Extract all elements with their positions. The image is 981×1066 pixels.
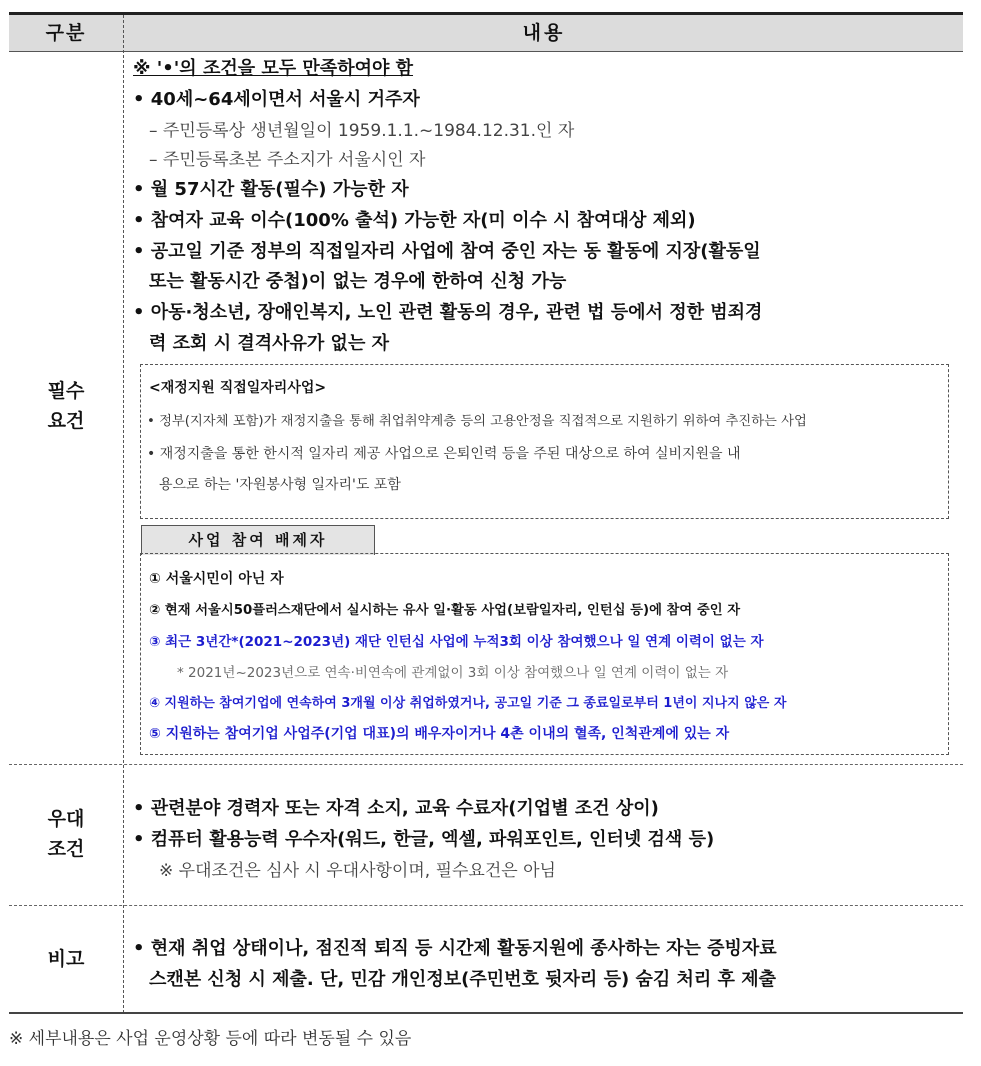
box1-line-2: • 재정지출을 통한 한시적 일자리 제공 사업으로 은퇴인력 등을 주된 대상으로 하여 실비지원을 내	[147, 446, 741, 462]
preferred-label-line1: 우대	[47, 808, 85, 830]
required-label-line1: 필수	[47, 380, 85, 402]
row-divider-preferred	[9, 764, 963, 765]
required-item-gov-job-cont: 또는 활동시간 중첩)이 없는 경우에 한하여 신청 가능	[149, 271, 567, 292]
preferred-label	[9, 804, 123, 864]
box1-title: <재정지원 직접일자리사업>	[149, 380, 327, 396]
box1-line-1: • 정부(지자체 포함)가 재정지출을 통해 취업취약계층 등의 고용안정을 직접적으로 지원하기 위하여 추진하는 사업	[147, 414, 807, 429]
remarks-item-1: • 현재 취업 상태이나, 점진적 퇴직 등 시간제 활동지원에 종사하는 자는 증빙자료	[133, 938, 777, 959]
header-category: 구분	[45, 22, 87, 44]
required-label	[9, 376, 123, 436]
table-header	[9, 15, 963, 52]
header-content: 내용	[522, 22, 566, 44]
footnote: ※ 세부내용은 사업 운영상황 등에 따라 변동될 수 있음	[9, 1029, 412, 1049]
exclusion-item-3-note: * 2021년~2023년으로 연속·비연속에 관계없이 3회 이상 참여했으나 일 연계 이력이 없는 자	[177, 665, 729, 681]
requirements-table	[9, 12, 963, 1014]
preferred-label-line2: 조건	[47, 838, 85, 860]
required-notice: ※ '•'의 조건을 모두 만족하여야 함	[133, 58, 414, 79]
required-item-criminal-record-cont: 력 조회 시 결격사유가 없는 자	[149, 333, 389, 354]
exclusion-item-2: ② 현재 서울시50플러스재단에서 실시하는 유사 일·활동 사업(보람일자리, 인턴십 등)에 참여 중인 자	[149, 603, 741, 618]
remarks-item-1-cont: 스캔본 신청 시 제출. 단, 민감 개인정보(주민번호 뒷자리 등) 숨김 처리 후 제출	[149, 969, 776, 990]
required-item-hours: • 월 57시간 활동(필수) 가능한 자	[133, 179, 409, 200]
required-subitem-address: – 주민등록초본 주소지가 서울시인 자	[149, 150, 426, 170]
preferred-note: ※ 우대조건은 심사 시 우대사항이며, 필수요건은 아님	[159, 861, 556, 881]
exclusion-item-5: ⑤ 지원하는 참여기업 사업주(기업 대표)의 배우자이거나 4촌 이내의 혈족, 인척관계에 있는 자	[149, 726, 730, 742]
column-divider	[123, 15, 124, 1013]
remarks-label: 비고	[47, 948, 85, 970]
row-divider-remarks	[9, 905, 963, 906]
required-item-criminal-record: • 아동·청소년, 장애인복지, 노인 관련 활동의 경우, 관련 법 등에서 정한 범죄경	[133, 302, 763, 323]
table-bottom-border	[9, 1012, 963, 1014]
exclusion-item-4: ④ 지원하는 참여기업에 연속하여 3개월 이상 취업하였거나, 공고일 기준 그 종료일로부터 1년이 지나지 않은 자	[149, 696, 787, 711]
exclusion-tab: 사업 참여 배제자	[141, 525, 375, 555]
required-item-age: • 40세~64세이면서 서울시 거주자	[133, 89, 420, 110]
required-item-gov-job: • 공고일 기준 정부의 직접일자리 사업에 참여 중인 자는 동 활동에 지장(활동일	[133, 241, 761, 262]
preferred-item-computer: • 컴퓨터 활용능력 우수자(워드, 한글, 엑셀, 파워포인트, 인터넷 검색 등)	[133, 829, 715, 850]
exclusion-item-1: ① 서울시민이 아닌 자	[149, 571, 284, 587]
required-subitem-birthdate: – 주민등록상 생년월일이 1959.1.1.~1984.12.31.인 자	[149, 121, 575, 141]
box1-line-3: 용으로 하는 '자원봉사형 일자리'도 포함	[159, 477, 401, 493]
exclusion-item-3: ③ 최근 3년간*(2021~2023년) 재단 인턴십 사업에 누적3회 이상 참여했으나 일 연계 이력이 없는 자	[149, 634, 764, 650]
required-label-line2: 요건	[47, 410, 85, 432]
required-item-education: • 참여자 교육 이수(100% 출석) 가능한 자(미 이수 시 참여대상 제외)	[133, 210, 696, 231]
preferred-item-experience: • 관련분야 경력자 또는 자격 소지, 교육 수료자(기업별 조건 상이)	[133, 798, 659, 819]
